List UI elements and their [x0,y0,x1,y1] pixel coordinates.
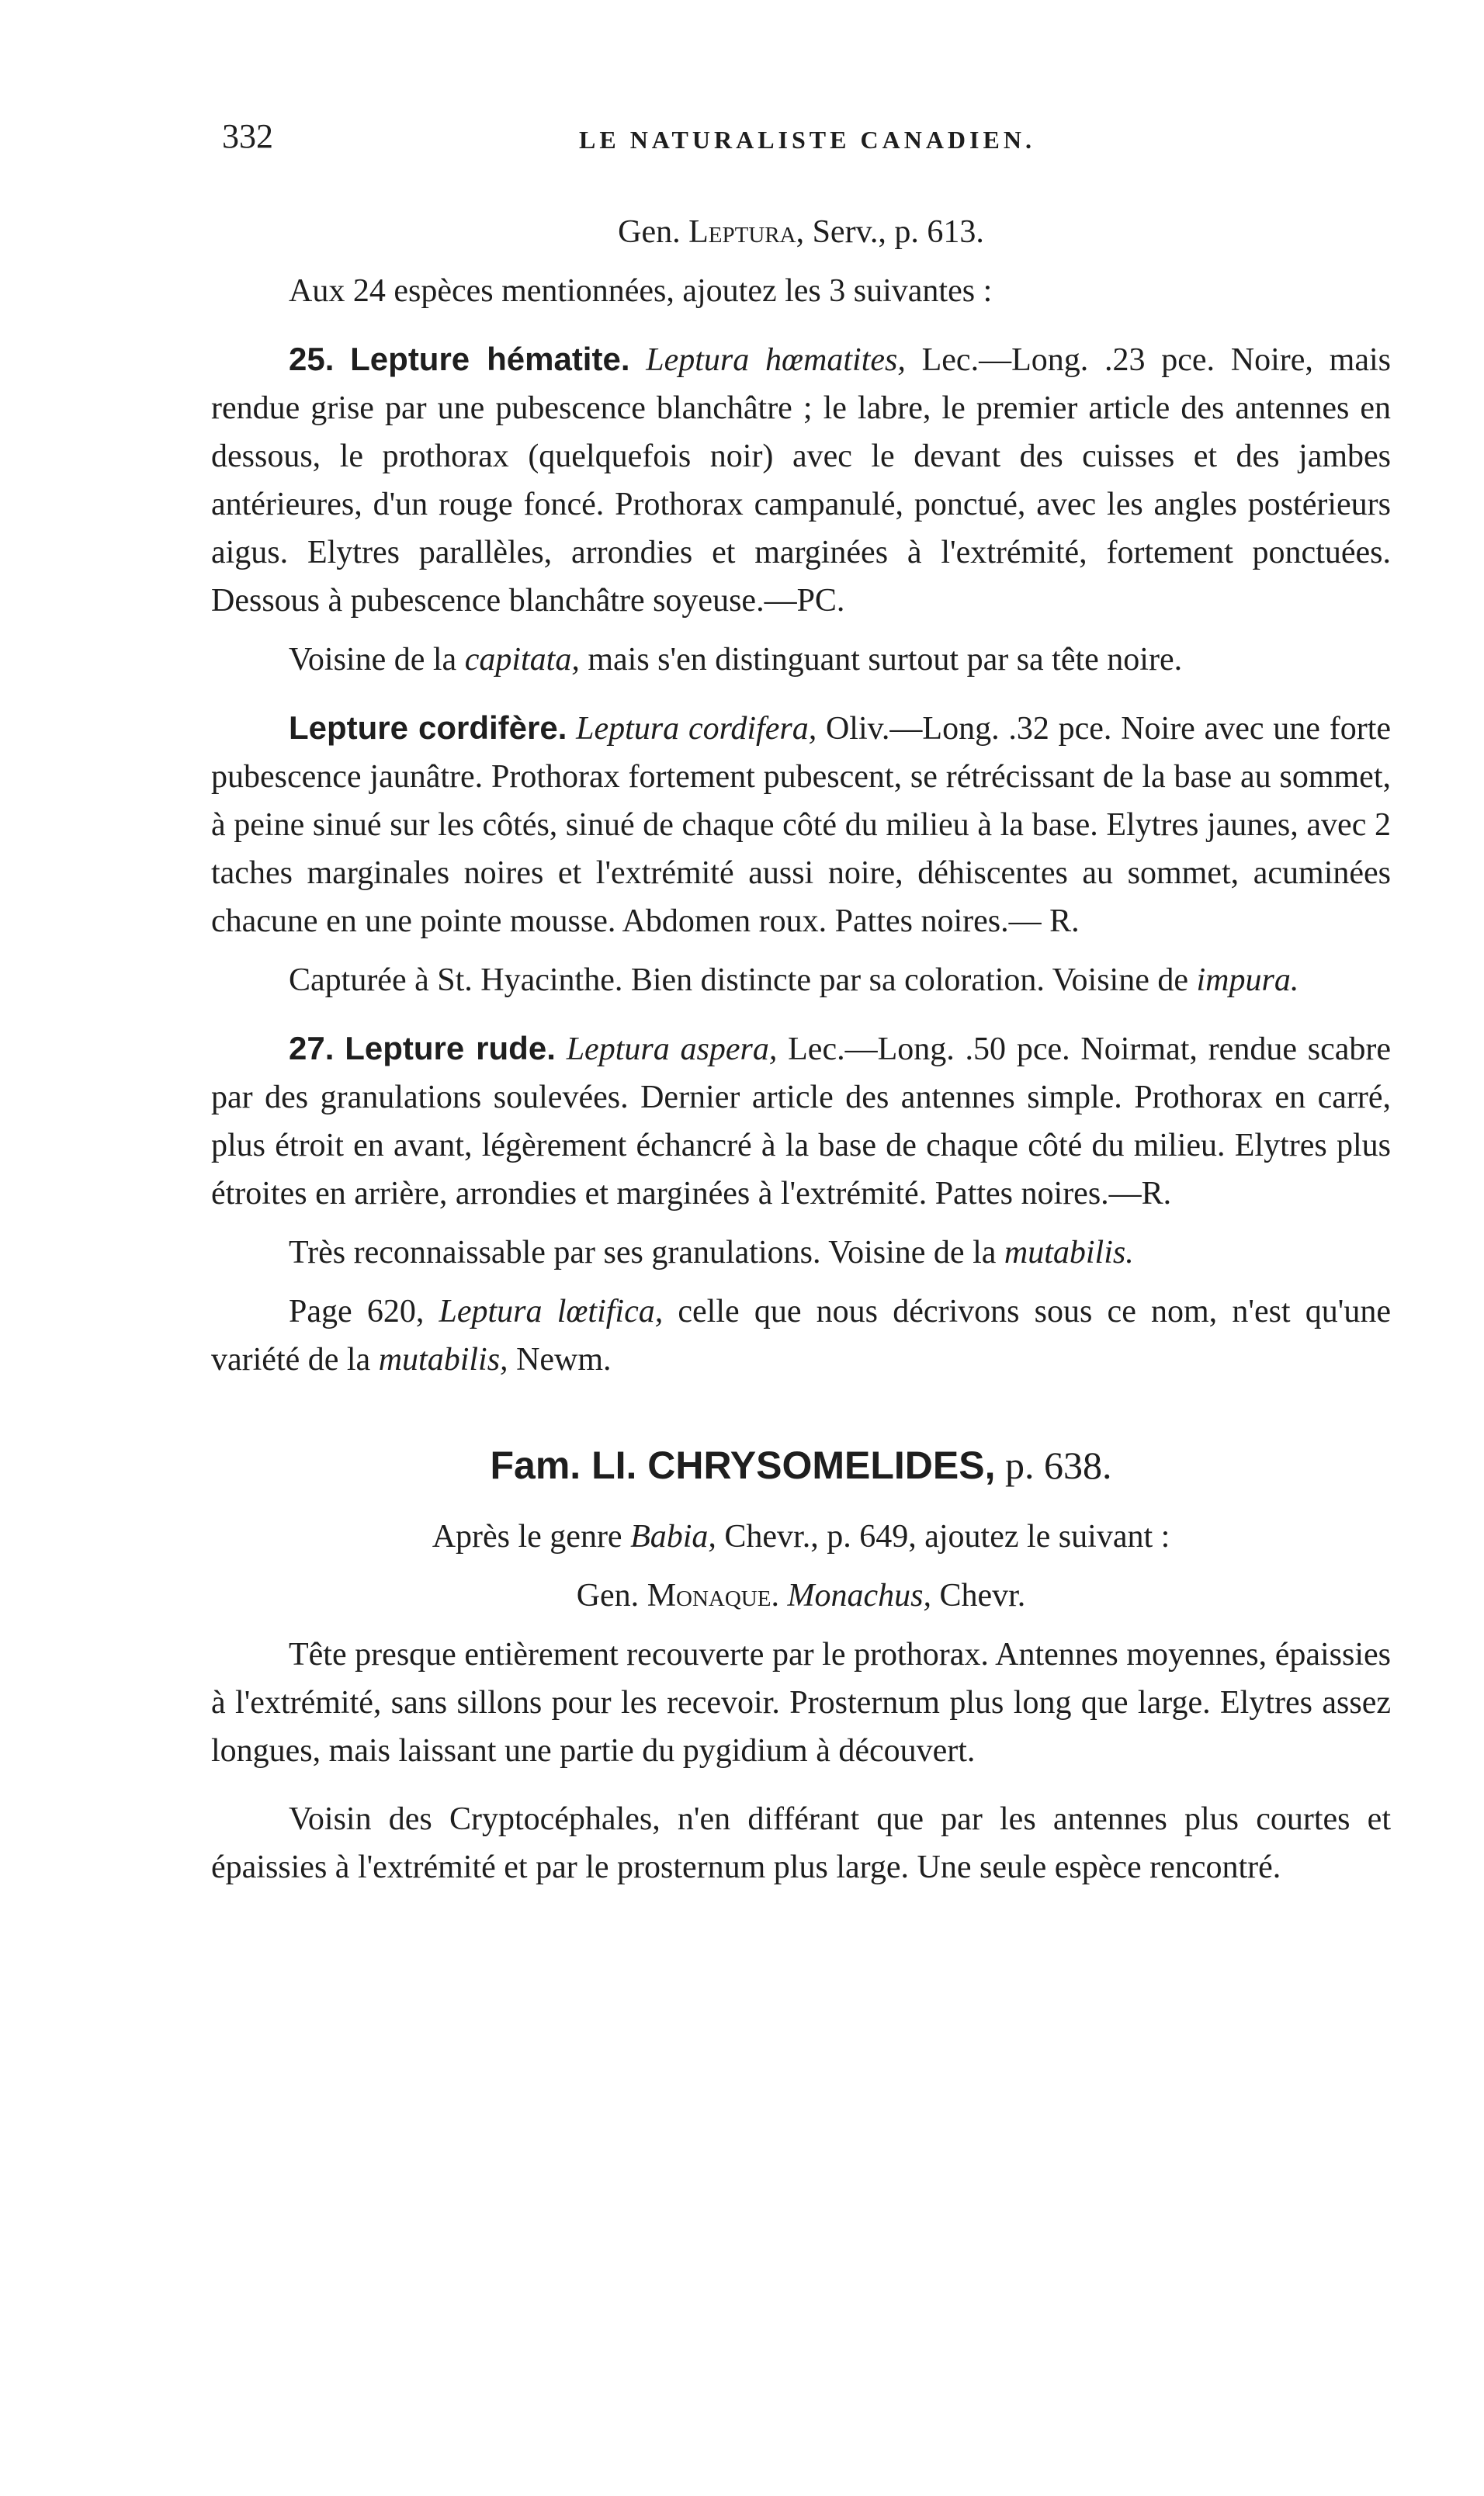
page-number: 332 [222,117,273,155]
species-note-27: Très reconnaissable par ses granulations. Voisine de la mutabilis. [289,1235,1134,1271]
after-babia-line: Après le genre Babia, Chevr., p. 649, ajoutez le suivant : [432,1519,1170,1555]
species-description: Lec.—Long. .50 pce. Noirmat, rendue scabre par des granulations soulevées. Dernier article des antennes simple. Prothorax en carré, plus étroit en avant, légèrement échancré à la base de chaque côté du milieu. Elytres plus étroites en arrière, arrondies et marginées à l'extrémité. Pattes noires.—R. [211,1031,1392,1212]
page-620-note: Page 620, Leptura lœtifica, celle que nous décrivons sous ce nom, n'est qu'une variété de la mutabilis, Newm. [211,1294,1391,1378]
species-entry-25 [211,335,1391,625]
running-head: LE NATURALISTE CANADIEN. [579,126,1035,154]
species-description: Lec.—Long. .23 pce. Noire, mais rendue grise par une pubescence blanchâtre ; le labre, le premier article des antennes en dessous, le prothorax (quelquefois noir) avec le devant des cuisses et des jambes antérieures, d'un rouge foncé. Prothorax campanulé, ponctué, avec les angles postérieurs aigus. Elytres parallèles, arrondies et marginées à l'extrémité, fortement ponctuées. Dessous à pubescence blanchâtre soyeuse.—PC. [211,342,1391,619]
genus-heading-leptura: Gen. Leptura, Serv., p. 613. [618,214,984,250]
species-common-name: Lepture hématite. [350,341,630,377]
species-note-26: Capturée à St. Hyacinthe. Bien distincte par sa coloration. Voisine de impura. [289,962,1299,998]
species-common-name: Lepture cordifère. [289,709,567,746]
species-common-name: Lepture rude. [345,1030,556,1066]
species-latin-name: Leptura cordifera, [576,711,817,747]
species-latin-name: Leptura aspera, [566,1031,778,1067]
species-description: Oliv.—Long. .32 pce. Noire avec une forte pubescence jaunâtre. Prothorax fortement pubescent, se rétrécissant de la base au sommet, à peine sinué sur les côtés, sinué de chaque côté du milieu à la base. Elytres jaunes, avec 2 taches marginales noires et l'extrémité aussi noire, déhiscentes au sommet, acuminées chacune en une pointe mousse. Abdomen roux. Pattes noires.— R. [211,711,1392,939]
page-header [222,116,1324,179]
final-note: Voisin des Cryptocéphales, n'en différant que par les antennes plus courtes et épaissies à l'extrémité et par le prosternum plus large. Une seule espèce rencontré. [211,1801,1391,1885]
species-note-25: Voisine de la capitata, mais s'en distinguant surtout par sa tête noire. [289,642,1183,678]
species-latin-name: Leptura hœmatites, [646,342,906,378]
species-entry-26 [211,704,1391,945]
species-number: 25. [289,341,335,377]
family-heading: Fam. LI. CHRYSOMELIDES, p. 638. [490,1444,1112,1487]
species-number: 27. [289,1030,335,1066]
genus-heading-monaque: Gen. Monaque. Monachus, Chevr. [576,1578,1026,1614]
intro-paragraph: Aux 24 espèces mentionnées, ajoutez les 3 suivantes : [289,273,993,309]
monaque-description: Tête presque entièrement recouverte par le prothorax. Antennes moyennes, épaissies à l'extrémité, sans sillons pour les recevoir. Prosternum plus long que large. Elytres assez longues, mais laissant une partie du pygidium à découvert. [211,1637,1391,1769]
page-body [211,208,1391,1891]
species-entry-27 [211,1024,1391,1218]
